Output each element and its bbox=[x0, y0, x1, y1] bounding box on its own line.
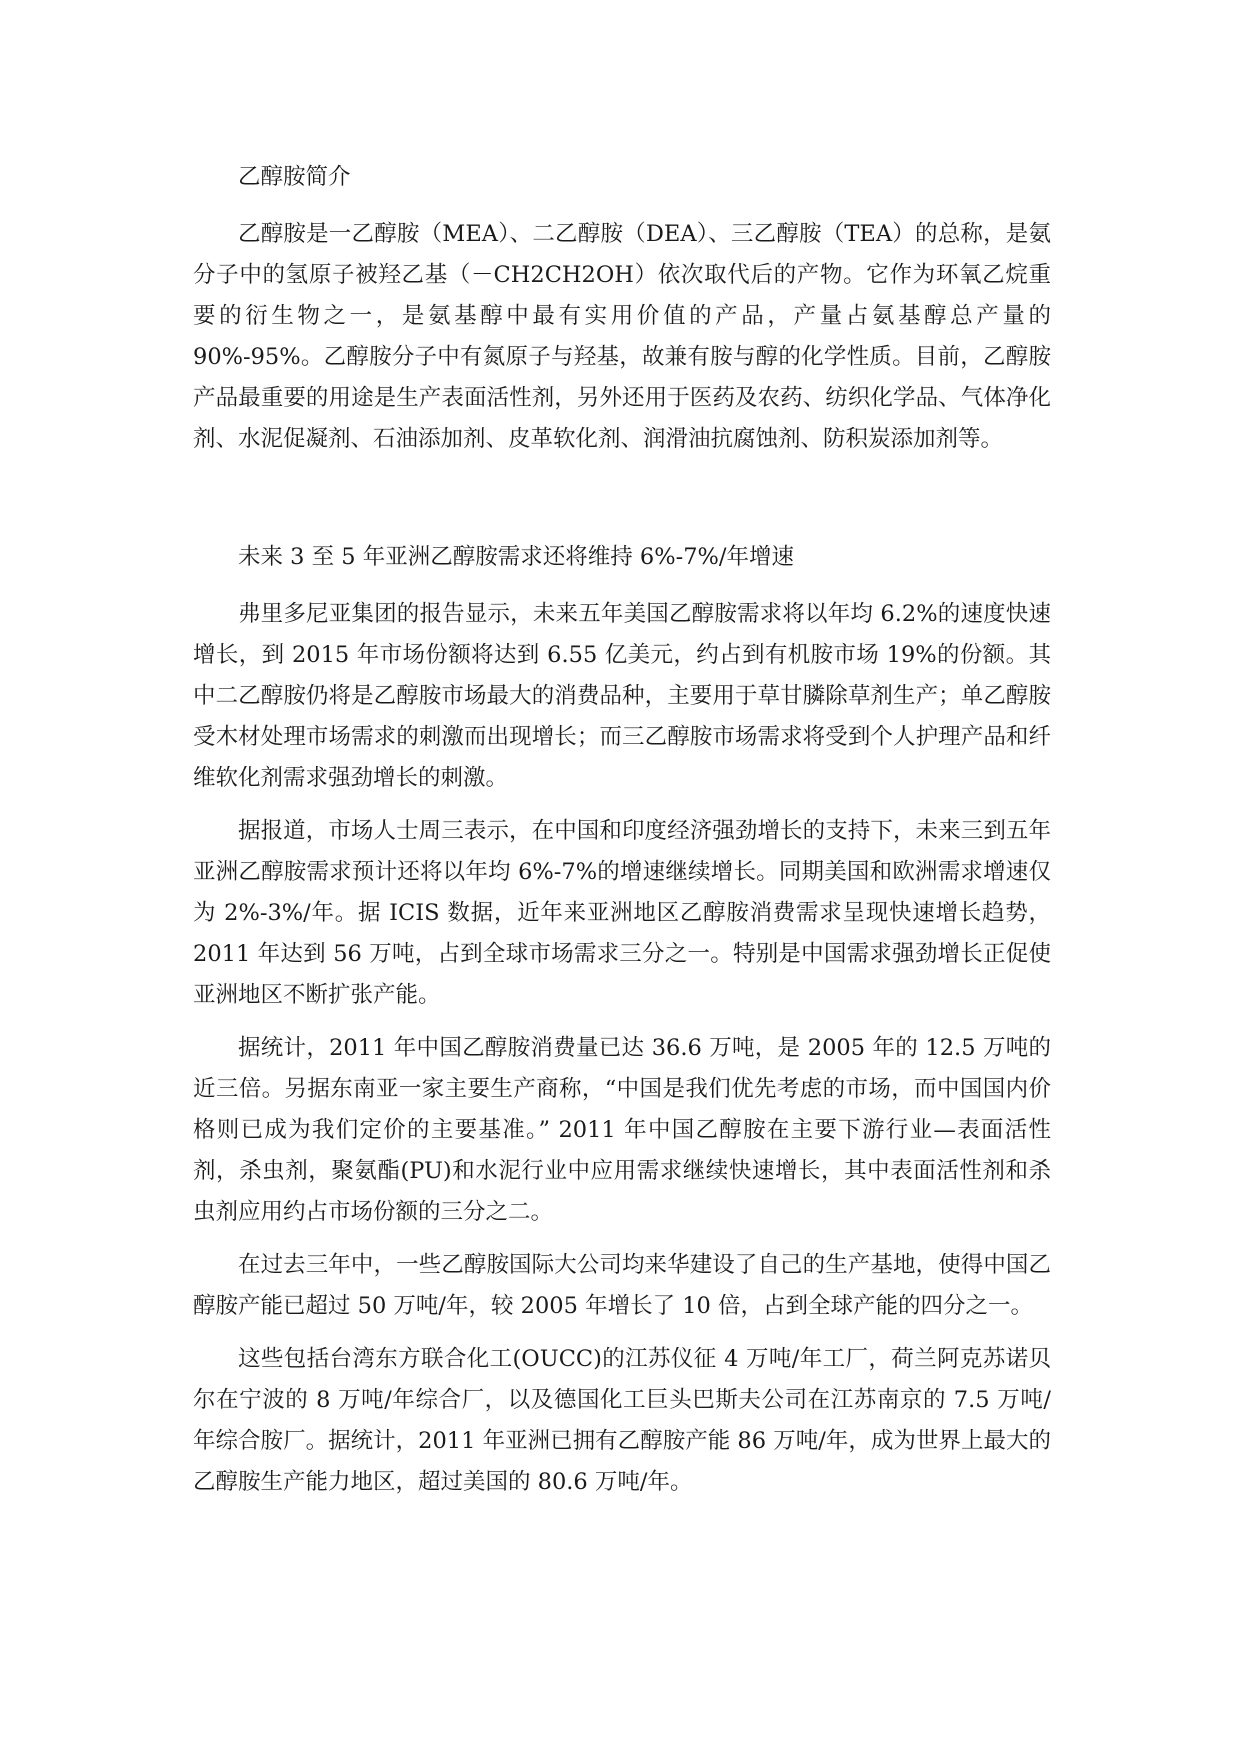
section-heading: 未来 3 至 5 年亚洲乙醇胺需求还将维持 6%-7%/年增速 bbox=[238, 544, 794, 570]
paragraph: 乙醇胺是一乙醇胺（MEA）、二乙醇胺（DEA）、三乙醇胺（TEA）的总称，是氨分子中的氢原子被羟乙基（－CH2CH2OH）依次取代后的产物。它作为环氧乙烷重要的衍生物之一，是氨基醇中最有实用价值的产品，产量占氨基醇总产量的 90%-95%。乙醇胺分子中有氮原子与羟基，故兼有胺与醇的化学性质。目前，乙醇胺产品最重要的用途是生产表面活性剂，另外还用于医药及农药、纺织化学品、气体净化剂、水泥促凝剂、石油添加剂、皮革软化剂、润滑油抗腐蚀剂、防积炭添加剂等。 bbox=[193, 221, 1051, 452]
document-body bbox=[193, 160, 1051, 1503]
section-heading: 乙醇胺简介 bbox=[238, 164, 351, 190]
section-intro bbox=[193, 160, 1051, 460]
paragraph: 据报道，市场人士周三表示，在中国和印度经济强劲增长的支持下，未来三到五年亚洲乙醇胺需求预计还将以年均 6%-7%的增速继续增长。同期美国和欧洲需求增速仅为 2%-3%/年。据 ICIS 数据，近年来亚洲地区乙醇胺消费需求呈现快速增长趋势，2011 年达到 56 万吨，占到全球市场需求三分之一。特别是中国需求强劲增长正促使亚洲地区不断扩张产能。 bbox=[193, 818, 1051, 1008]
paragraph: 在过去三年中，一些乙醇胺国际大公司均来华建设了自己的生产基地，使得中国乙醇胺产能已超过 50 万吨/年，较 2005 年增长了 10 倍，占到全球产能的四分之一。 bbox=[193, 1252, 1051, 1319]
paragraph: 据统计，2011 年中国乙醇胺消费量已达 36.6 万吨，是 2005 年的 12.5 万吨的近三倍。另据东南亚一家主要生产商称，“中国是我们优先考虑的市场，而中国国内价格则已成为我们定价的主要基准。” 2011 年中国乙醇胺在主要下游行业—表面活性剂，杀虫剂，聚氨酯(PU)和水泥行业中应用需求继续快速增长，其中表面活性剂和杀虫剂应用约占市场份额的三分之二。 bbox=[193, 1035, 1051, 1225]
paragraph: 这些包括台湾东方联合化工(OUCC)的江苏仪征 4 万吨/年工厂，荷兰阿克苏诺贝尔在宁波的 8 万吨/年综合厂，以及德国化工巨头巴斯夫公司在江苏南京的 7.5 万吨/年综合胺厂。据统计，2011 年亚洲已拥有乙醇胺产能 86 万吨/年，成为世界上最大的乙醇胺生产能力地区，超过美国的 80.6 万吨/年。 bbox=[193, 1346, 1051, 1495]
section-asia-demand bbox=[193, 540, 1051, 1503]
paragraph: 弗里多尼亚集团的报告显示，未来五年美国乙醇胺需求将以年均 6.2%的速度快速增长，到 2015 年市场份额将达到 6.55 亿美元，约占到有机胺市场 19%的份额。其中二乙醇胺仍将是乙醇胺市场最大的消费品种，主要用于草甘膦除草剂生产；单乙醇胺受木材处理市场需求的刺激而出现增长；而三乙醇胺市场需求将受到个人护理产品和纤维软化剂需求强劲增长的刺激。 bbox=[193, 601, 1051, 791]
